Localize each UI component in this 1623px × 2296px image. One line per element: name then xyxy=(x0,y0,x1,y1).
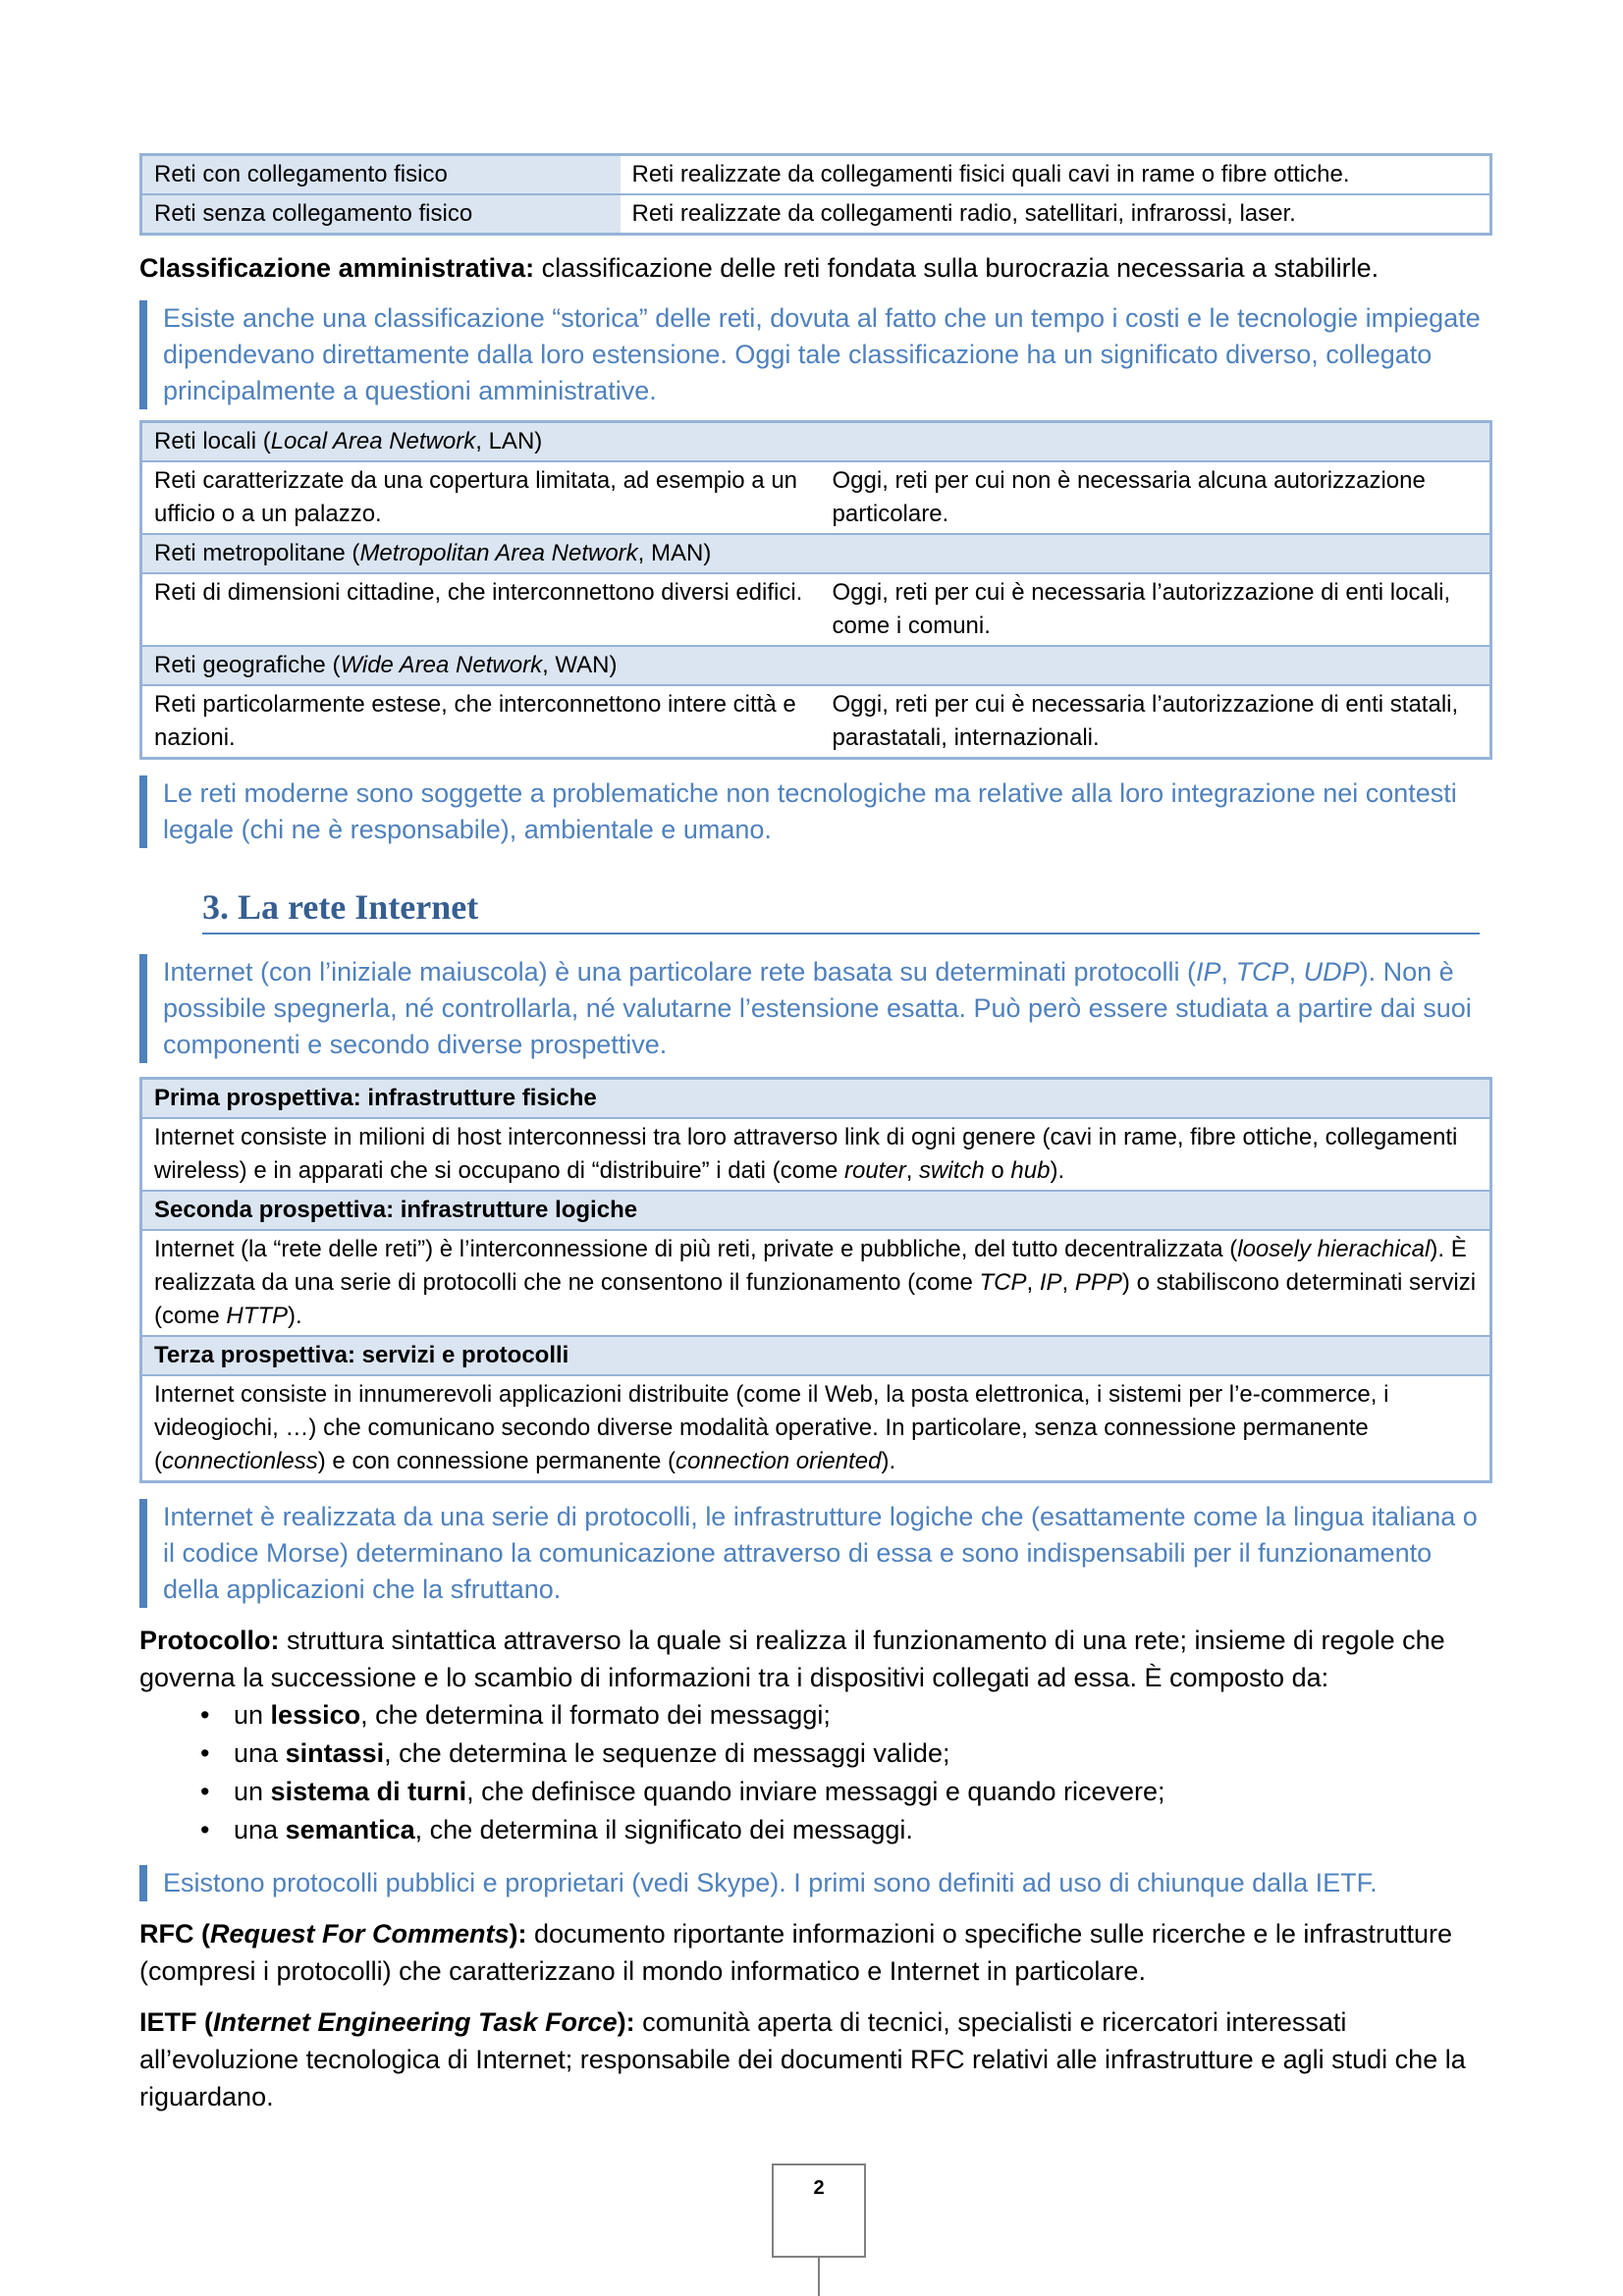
cell-em: connectionless xyxy=(162,1448,318,1474)
table-cell-desc xyxy=(141,1375,1491,1482)
table-row xyxy=(141,1118,1491,1191)
quote-em: IP xyxy=(1196,957,1221,987)
table-section-header xyxy=(141,534,1491,573)
table-row xyxy=(141,1375,1491,1482)
table-cell-desc xyxy=(141,1118,1491,1191)
page-number-connector xyxy=(818,2258,820,2296)
title-text: , WAN) xyxy=(542,652,618,678)
cell-text: , xyxy=(905,1157,920,1184)
quote-em: UDP xyxy=(1303,957,1360,987)
table-row xyxy=(141,194,1491,235)
quote-protocols: Internet è realizzata da una serie di protocolli, le infrastrutture logiche che (esattamente come la lingua italiana o il codice Morse) determinano la comunicazione attraverso di essa e sono indispensabili per il funzionamento della applicazioni che la sfruttano. xyxy=(139,1499,1494,1608)
quote-text: , xyxy=(1288,957,1304,987)
list-item xyxy=(139,1773,1494,1811)
bullet-icon: • xyxy=(200,1700,210,1730)
item-text: un xyxy=(234,1777,271,1806)
table-cell-desc xyxy=(141,1230,1491,1336)
network-size-table xyxy=(139,420,1492,760)
term xyxy=(139,1919,527,1949)
item-text: una xyxy=(234,1815,286,1844)
protocol-definition xyxy=(139,1622,1494,1696)
quote-text: ). Non è possibile spegnerla, né controllarla, né valutarne l’estensione esatta. Può però essere studiata a partire dai suoi componenti e secondo diverse prospettive. xyxy=(163,957,1472,1059)
list-item xyxy=(139,1735,1494,1773)
table-cell-label: Reti senza collegamento fisico xyxy=(141,194,621,235)
cell-em: HTTP xyxy=(226,1303,289,1329)
table-row xyxy=(141,461,1491,534)
quote-public-protocols: Esistono protocolli pubblici e proprietari (vedi Skype). I primi sono definiti ad uso di chiunque dalla IETF. xyxy=(139,1865,1494,1901)
term: Protocollo: xyxy=(139,1626,280,1655)
item-text: , che determina le sequenze di messaggi valide; xyxy=(384,1738,950,1768)
cell-em: TCP xyxy=(979,1269,1027,1296)
item-term: sistema di turni xyxy=(270,1777,467,1806)
item-text: , che determina il significato dei messaggi. xyxy=(414,1815,913,1844)
cell-text: o xyxy=(984,1157,1011,1184)
cell-em: router xyxy=(843,1157,906,1184)
section-title xyxy=(141,646,1491,685)
term-text: RFC ( xyxy=(139,1919,210,1949)
term-text: ): xyxy=(617,2007,635,2037)
table-cell-authorization: Oggi, reti per cui è necessaria l’autorizzazione di enti statali, parastatali, internazionali. xyxy=(821,685,1491,759)
item-text: un xyxy=(234,1700,271,1730)
section-title xyxy=(141,534,1491,573)
title-em: Local Area Network xyxy=(270,428,476,454)
cell-em: PPP xyxy=(1074,1269,1122,1296)
table-row xyxy=(141,573,1491,646)
cell-text: , xyxy=(1026,1269,1040,1296)
cell-em: switch xyxy=(919,1157,985,1184)
title-text: Reti metropolitane ( xyxy=(154,540,360,566)
ietf-definition xyxy=(139,2003,1494,2115)
title-em: Metropolitan Area Network xyxy=(359,540,638,566)
item-term: semantica xyxy=(285,1815,415,1844)
item-term: lessico xyxy=(270,1700,361,1730)
connection-type-table xyxy=(139,153,1492,236)
section-title: Terza prospettiva: servizi e protocolli xyxy=(141,1336,1491,1375)
document-page xyxy=(139,153,1494,2115)
table-section-header xyxy=(141,1336,1491,1375)
quote-modern-networks: Le reti moderne sono soggette a problematiche non tecnologiche ma relative alla loro integrazione nei contesti legale (chi ne è responsabile), ambientale e umano. xyxy=(139,775,1494,848)
bullet-icon: • xyxy=(200,1738,210,1768)
definition-text: documento riportante informazioni o specifiche sulle ricerche e le infrastrutture (compresi i protocolli) che caratterizzano il mondo informatico e Internet in particolare. xyxy=(139,1919,1452,1986)
internet-perspectives-table xyxy=(139,1077,1492,1483)
cell-text: ) e con connessione permanente ( xyxy=(317,1448,676,1474)
term: Classificazione amministrativa: xyxy=(139,253,535,283)
quote-text: , xyxy=(1220,957,1236,987)
table-row xyxy=(141,685,1491,759)
list-item xyxy=(139,1696,1494,1735)
rfc-definition xyxy=(139,1915,1494,1990)
quote-internet-intro xyxy=(139,954,1494,1063)
table-section-header xyxy=(141,422,1491,462)
definition-text: classificazione delle reti fondata sulla burocrazia necessaria a stabilirle. xyxy=(534,253,1380,283)
cell-text: ). xyxy=(288,1303,302,1329)
term-text: ): xyxy=(509,1919,527,1949)
cell-text: Internet consiste in innumerevoli applicazioni distribuite (come il Web, la posta elettronica, i sistemi per l’e-commerce, i videogiochi, …) che comunicano secondo diverse modalità operative. In particolare, senza connessione permanente ( xyxy=(154,1381,1389,1474)
cell-text: ). È realizzata da una serie di protocolli che ne consentono il funzionamento (come xyxy=(154,1236,1467,1296)
table-cell-label: Reti con collegamento fisico xyxy=(141,155,621,195)
table-cell-authorization: Oggi, reti per cui è necessaria l’autorizzazione di enti locali, come i comuni. xyxy=(821,573,1491,646)
title-text: Reti geografiche ( xyxy=(154,652,341,678)
page-number-box xyxy=(772,2163,866,2258)
table-cell-desc: Reti particolarmente estese, che interconnettono intere città e nazioni. xyxy=(141,685,821,759)
term-em: Request For Comments xyxy=(209,1919,510,1949)
quote-em: TCP xyxy=(1235,957,1289,987)
cell-text: Internet (la “rete delle reti”) è l’interconnessione di più reti, private e pubbliche, del tutto decentralizzata ( xyxy=(154,1236,1238,1262)
item-text: una xyxy=(234,1738,286,1768)
term xyxy=(139,2007,635,2037)
cell-em: IP xyxy=(1039,1269,1062,1296)
item-term: sintassi xyxy=(285,1738,385,1768)
table-cell-desc: Reti realizzate da collegamenti radio, satellitari, infrarossi, laser. xyxy=(621,194,1491,235)
section-title: Prima prospettiva: infrastrutture fisiche xyxy=(141,1079,1491,1119)
section-title: Seconda prospettiva: infrastrutture logiche xyxy=(141,1191,1491,1230)
page-number: 2 xyxy=(813,2177,825,2199)
term-text: IETF ( xyxy=(139,2007,213,2037)
title-em: Wide Area Network xyxy=(340,652,543,678)
table-section-header xyxy=(141,1079,1491,1119)
cell-em: loosely hierachical xyxy=(1237,1236,1431,1262)
section-title xyxy=(141,422,1491,462)
table-cell-desc: Reti di dimensioni cittadine, che interconnettono diversi edifici. xyxy=(141,573,821,646)
table-cell-desc: Reti realizzate da collegamenti fisici quali cavi in rame o fibre ottiche. xyxy=(631,161,1350,187)
title-text: , LAN) xyxy=(475,428,543,454)
item-text: , che definisce quando inviare messaggi e quando ricevere; xyxy=(466,1777,1165,1806)
cell-text: ). xyxy=(881,1448,896,1474)
quote-historical-classification: Esiste anche una classificazione “storica” delle reti, dovuta al fatto che un tempo i costi e le tecnologie impiegate dipendevano direttamente dalla loro estensione. Oggi tale classificazione ha un significato diverso, collegato principalmente a questioni amministrative. xyxy=(139,300,1494,409)
table-cell-authorization: Oggi, reti per cui non è necessaria alcuna autorizzazione particolare. xyxy=(821,461,1491,534)
table-row xyxy=(141,1230,1491,1336)
list-item xyxy=(139,1811,1494,1849)
bullet-icon: • xyxy=(200,1815,210,1844)
definition-text: comunità aperta di tecnici, specialisti e ricercatori interessati all’evoluzione tecnologica di Internet; responsabile dei documenti RFC relativi alle infrastrutture e agli studi che la riguardano. xyxy=(139,2007,1466,2111)
table-section-header xyxy=(141,646,1491,685)
cell-text: ). xyxy=(1050,1157,1065,1184)
cell-text: , xyxy=(1061,1269,1075,1296)
table-row xyxy=(141,155,1491,195)
definition-text: struttura sintattica attraverso la quale si realizza il funzionamento di una rete; insieme di regole che governa la successione e lo scambio di informazioni tra i dispositivi collegati ad essa. È composto da: xyxy=(139,1626,1445,1692)
cell-em: connection oriented xyxy=(675,1448,882,1474)
cell-text: ) o stabiliscono determinati servizi (come xyxy=(154,1269,1477,1329)
table-section-header xyxy=(141,1191,1491,1230)
cell-em: hub xyxy=(1010,1157,1051,1184)
term-em: Internet Engineering Task Force xyxy=(213,2007,618,2037)
table-cell-desc: Reti caratterizzate da una copertura limitata, ad esempio a un ufficio o a un palazzo. xyxy=(141,461,821,534)
quote-text: Internet (con l’iniziale maiuscola) è una particolare rete basata su determinati protocolli ( xyxy=(163,957,1197,987)
title-text: , MAN) xyxy=(637,540,712,566)
admin-classification-paragraph xyxy=(139,249,1494,287)
section-heading: 3. La rete Internet xyxy=(202,885,1480,934)
cell-text: Internet consiste in milioni di host interconnessi tra loro attraverso link di ogni genere (cavi in rame, fibre ottiche, collegamenti wireless) e in apparati che si occupano di “distribuire” i dati (come xyxy=(154,1124,1458,1184)
protocol-components-list xyxy=(139,1696,1494,1849)
item-text: , che determina il formato dei messaggi; xyxy=(360,1700,831,1730)
bullet-icon: • xyxy=(200,1777,210,1806)
title-text: Reti locali ( xyxy=(154,428,271,454)
